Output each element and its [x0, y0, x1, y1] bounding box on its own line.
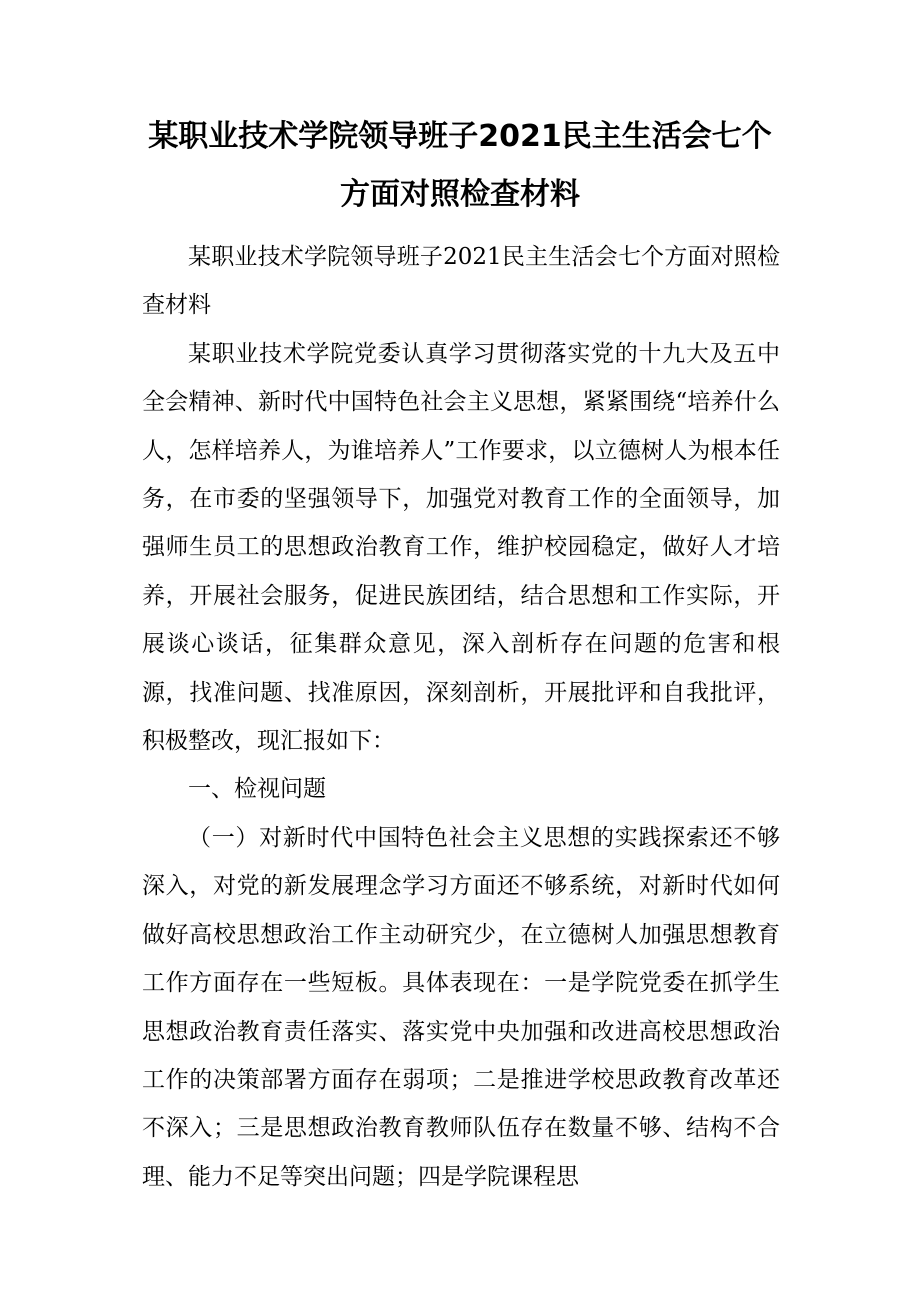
- body-paragraph: （一）对新时代中国特色社会主义思想的实践探索还不够深入，对党的新发展理念学习方面还不够系统，对新时代如何做好高校思想政治工作主动研究少，在立德树人加强思想教育工作方面存在一些短板。具体表现在：一是学院党委在抓学生思想政治教育责任落实、落实党中央加强和改进高校思想政治工作的决策部署方面存在弱项；二是推进学校思政教育改革还不深入；三是思想政治教育教师队伍存在数量不够、结构不合理、能力不足等突出问题；四是学院课程思: [142, 824, 780, 1190]
- document-title: 某职业技术学院领导班子2021民主生活会七个方面对照检查材料: [148, 119, 772, 212]
- body-paragraph: 某职业技术学院党委认真学习贯彻落实党的十九大及五中全会精神、新时代中国特色社会主义思想，紧紧围绕“培养什么人，怎样培养人，为谁培养人”工作要求，以立德树人为根本任务，在市委的坚强领导下，加强党对教育工作的全面领导，加强师生员工的思想政治教育工作，维护校园稳定，做好人才培养，开展社会服务，促进民族团结，结合思想和工作实际，开展谈心谈话，征集群众意见，深入剖析存在问题的危害和根源，找准问题、找准原因，深刻剖析，开展批评和自我批评，积极整改，现汇报如下：: [142, 340, 780, 755]
- section-heading: 一、检视问题: [188, 776, 326, 803]
- body-paragraph: 某职业技术学院领导班子2021民主生活会七个方面对照检查材料: [142, 244, 780, 319]
- document-body: [142, 233, 780, 1201]
